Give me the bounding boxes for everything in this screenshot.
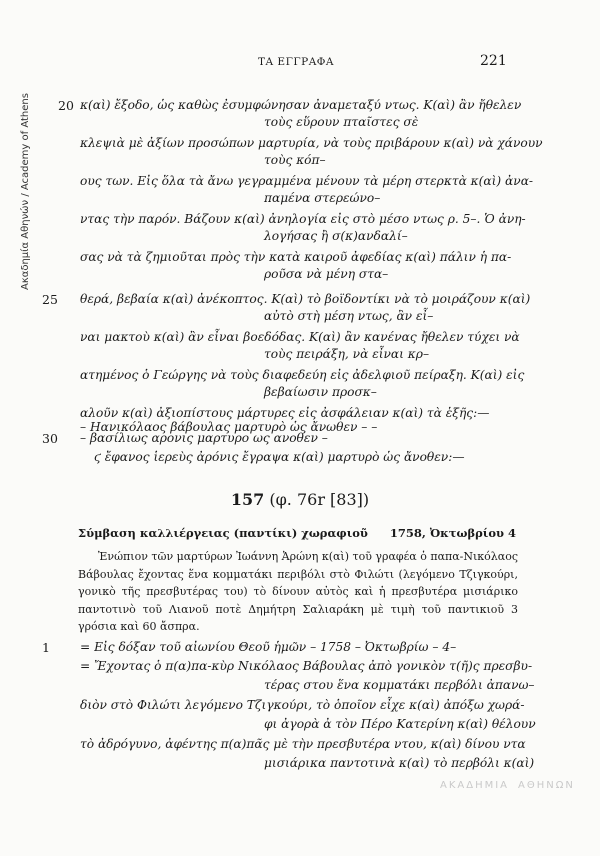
text-line: τοὺς εὕρουν πταῖστες σὲ (264, 115, 419, 129)
text-line: τοὺς πειράξη, νὰ εἶναι κρ– (264, 347, 430, 361)
text-line: = Ἔχοντας ὁ π(α)πα-κὺρ Νικόλαος Βάβουλας ἀπὸ γονικὸν τ(ῆ)ς πρεσβυ- (80, 659, 533, 673)
footer-watermark (440, 780, 575, 798)
line-number-20: 20 (58, 98, 74, 113)
text-line: ντας τὴν παρόν. Βάζουν κ(αὶ) ἀνηλογία εἰς στὸ μέσο ντως ρ. 5–. Ὁ ἀνη- (80, 212, 526, 226)
text-line: ναι μακτοὺ κ(αὶ) ἂν εἶναι βοεδόδας. Κ(αὶ) ἂν κανένας ἤθελεν τύχει νὰ (80, 330, 520, 344)
text-line: τέρας στου ἕνα κομματάκι περβόλι ἀπανω– (264, 678, 535, 692)
text-line: θερά, βεβαία κ(αὶ) ἀνέκοπτος. Κ(αὶ) τὸ βοϊδοντίκι νὰ τὸ μοιράζουν κ(αὶ) (80, 292, 531, 306)
document-date: 1758, Ὀκτωβρίου 4 (389, 526, 516, 540)
text-line: διὸν στὸ Φιλώτι λεγόμενο Τζιγκούρι, τὸ ὁποῖον εἶχε κ(αὶ) ἀπόξω χωρά- (80, 698, 525, 712)
text-line: ους των. Εἰς ὅλα τὰ ἄνω γεγραμμένα μένουν τὰ μέρη στερκτὰ κ(αὶ) ἀνα- (80, 174, 534, 188)
line-number-25: 25 (42, 292, 58, 307)
running-head: ΤΑ ΕΓΓΡΑΦΑ (258, 56, 334, 68)
text-line: αὐτὸ στὴ μέση ντως, ἂν εἶ– (264, 309, 434, 323)
text-line: – Ηανικόλαος βάβουλας μαρτυρὸ ὡς ἄνωθεν – – (80, 420, 378, 434)
text-line: κλεψιὰ μὲ ἀξίων προσώπων μαρτυρία, νὰ τοὺς πριβάρουν κ(αὶ) νὰ χάνουν (80, 136, 543, 150)
document-folio: (φ. 76r [83]) (269, 490, 370, 509)
text-line: = Εἰς δόξαν τοῦ αἰωνίου Θεοῦ ἡμῶν – 1758 – Ὀκτωβρίω – 4– (80, 640, 457, 654)
text-line: μισιάρικα παντοτινὰ κ(αὶ) τὸ περβόλι κ(αὶ) (264, 756, 535, 770)
page-header (0, 53, 600, 74)
document-summary: Ἐνώπιον τῶν μαρτύρων Ἰωάννη Ἀρώνη κ(αὶ) τοῦ γραφέα ὁ παπα-Νικόλαος Βάβουλας ἔχοντας ἕνα κομματάκι περιβόλι στὸ Φιλώτι (λεγόμενο Τζιγκούρι, γονικὸ τῆς πρεσβυτέρας του) τὸ δίνουν αὐτὸς καὶ ἡ πρεσβυτέρα μισιάρικο παντοτινὸ τοῦ Λιανοῦ ποτὲ Δημήτρη Σαλιαράκη μὲ τιμὴ τοῦ παντικιοῦ 3 γρόσια καὶ 60 ἄσπρα. (78, 550, 518, 633)
side-watermark (6, 40, 31, 290)
text-line: ροῦσα νὰ μένη στα– (264, 267, 389, 281)
text-line: τὸ ἀδρόγυνο, ἀφέντης π(α)πᾶς μὲ τὴν πρεσβυτέρα ντου, κ(αὶ) δίνου ντα (80, 737, 526, 751)
watermark-right: ΑΘΗΝΩΝ (518, 780, 575, 791)
text-line: λογήσας ἢ σ(κ)ανδαλί– (264, 229, 408, 243)
line-number-30: 30 (42, 431, 58, 446)
text-line: φι ἀγορὰ ἀ τὸν Πέρο Κατερίνη κ(αὶ) θέλουν (264, 717, 536, 731)
text-line: βεβαίωσιν προσκ– (264, 385, 377, 399)
document-heading (0, 490, 600, 509)
text-line: τοὺς κόπ– (264, 153, 326, 167)
text-line: κ(αὶ) ἔξοδο, ὡς καθὼς ἐσυμφώνησαν ἀναμεταξύ ντως. Κ(αὶ) ἂν ἤθελεν (80, 98, 522, 112)
text-line: ϛ ἔφανος ἱερεὺς ἀρόνις ἔγραψα κ(αὶ) μαρτυρὸ ὡς ἄνοθεν:— (94, 450, 465, 464)
line-number-1: 1 (42, 640, 50, 655)
side-watermark-text: Ακαδημία Αθηνών / Academy of Athens (20, 93, 31, 290)
text-line: σας νὰ τὰ ζημιοῦται πρὸς τὴν κατὰ καιροῦ ἀφεδίας κ(αὶ) πάλιν ἡ πα- (80, 250, 512, 264)
text-line: – βασίλιως αρονις μαρτυρο ως ανοθεν – (80, 431, 328, 445)
text-line: αλοῦν κ(αὶ) ἀξιοπίστους μάρτυρες εἰς ἀσφάλειαν κ(αὶ) τὰ ἑξῆς:— (80, 406, 490, 420)
watermark-left: ΑΚΑΔΗΜΙΑ (440, 780, 510, 791)
text-line: ατημένος ὁ Γεώργης νὰ τοὺς διαφεδεύη εἰς ἀδελφιοῦ πείραξη. Κ(αὶ) εἰς (80, 368, 525, 382)
page-number: 221 (480, 53, 507, 69)
document-number: 157 (230, 490, 265, 509)
document-title: Σύμβαση καλλιέργειας (παντίκι) χωραφιοῦ (78, 526, 368, 540)
text-line: παμένα στερεώνο– (264, 191, 381, 205)
